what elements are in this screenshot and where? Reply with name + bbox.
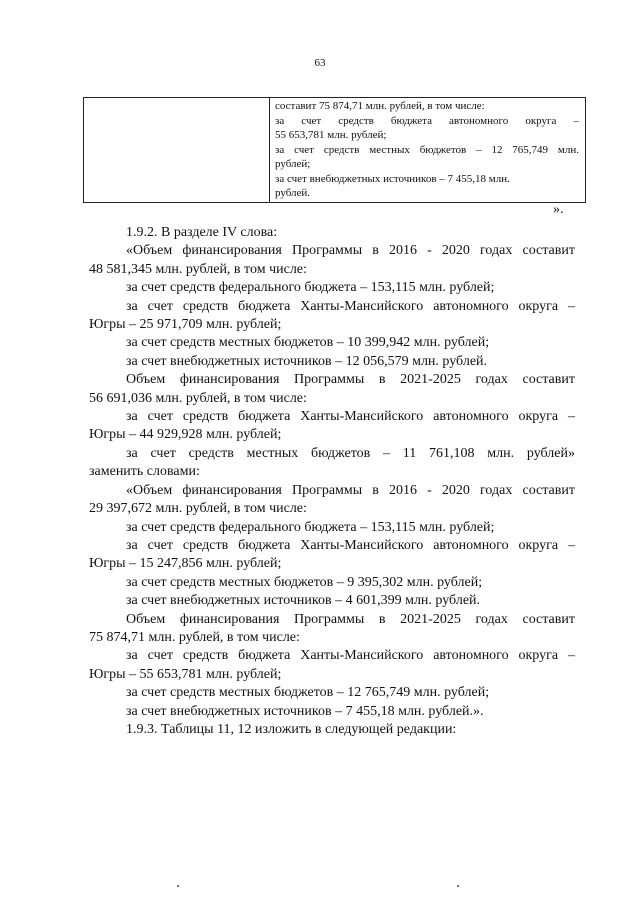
paragraph-line: за счет средств бюджета Ханты-Мансийского автономного округа –: [126, 298, 575, 314]
table-line: за счет внебюджетных источников – 7 455,18 млн.: [275, 172, 510, 185]
table-line: рублей;: [275, 158, 311, 170]
paragraph-line: 48 581,345 млн. рублей, в том числе:: [89, 261, 307, 277]
table-line: за счет средств бюджета автономного округа –: [275, 114, 579, 127]
paragraph-line: 29 397,672 млн. рублей, в том числе:: [89, 501, 307, 517]
paragraph-line: за счет средств местных бюджетов – 10 399,942 млн. рублей;: [126, 335, 490, 351]
paragraph-line: 75 874,71 млн. рублей, в том числе:: [89, 629, 300, 645]
paragraph-line: Объем финансирования Программы в 2021-2025 годах составит: [126, 611, 575, 627]
paragraph-line: Югры – 55 653,781 млн. рублей;: [89, 666, 282, 682]
paragraph-line: за счет средств бюджета Ханты-Мансийского автономного округа –: [126, 648, 575, 664]
financing-table: [83, 97, 586, 203]
paragraph-line: 1.9.3. Таблицы 11, 12 изложить в следующей редакции:: [126, 721, 457, 737]
page-number: 63: [314, 57, 326, 69]
table-line: составит 75 874,71 млн. рублей, в том числе:: [275, 100, 485, 112]
paragraph-line: «Объем финансирования Программы в 2016 - 2020 годах составит: [126, 482, 575, 498]
paragraph-line: за счет средств федерального бюджета – 153,115 млн. рублей;: [126, 280, 495, 296]
paragraph-line: 1.9.2. В разделе IV слова:: [126, 225, 278, 240]
table-cell-left: [84, 98, 270, 202]
paragraph-line: заменить словами:: [89, 464, 200, 480]
closing-quote: ».: [553, 202, 564, 217]
paragraph-line: за счет средств местных бюджетов – 9 395,302 млн. рублей;: [126, 574, 483, 590]
paragraph-line: за счет средств бюджета Ханты-Мансийского автономного округа –: [126, 537, 575, 553]
table-line: за счет средств местных бюджетов – 12 765,749 млн.: [275, 143, 579, 156]
paragraph-line: Югры – 25 971,709 млн. рублей;: [89, 317, 282, 333]
paragraph-line: за счет средств местных бюджетов – 11 761,108 млн. рублей»: [126, 445, 575, 461]
scan-speck: [177, 885, 179, 887]
paragraph-line: за счет средств местных бюджетов – 12 765,749 млн. рублей;: [126, 685, 490, 701]
paragraph-line: за счет средств федерального бюджета – 153,115 млн. рублей;: [126, 519, 495, 535]
table-cell-right: [275, 99, 579, 201]
paragraph-line: за счет внебюджетных источников – 12 056,579 млн. рублей.: [126, 353, 488, 369]
paragraph-line: за счет средств бюджета Ханты-Мансийского автономного округа –: [126, 409, 575, 425]
table-line: рублей.: [275, 187, 311, 199]
paragraph-line: за счет внебюджетных источников – 4 601,399 млн. рублей.: [126, 593, 481, 609]
paragraph-line: 56 691,036 млн. рублей, в том числе:: [89, 390, 307, 406]
paragraph-line: за счет внебюджетных источников – 7 455,18 млн. рублей.».: [126, 703, 484, 719]
amendment-text: [89, 224, 575, 739]
paragraph-line: Югры – 15 247,856 млн. рублей;: [89, 556, 282, 572]
table-line: 55 653,781 млн. рублей;: [275, 129, 387, 141]
scan-speck: [457, 885, 459, 887]
paragraph-line: Объем финансирования Программы в 2021-2025 годах составит: [126, 372, 575, 388]
paragraph-line: «Объем финансирования Программы в 2016 - 2020 годах составит: [126, 243, 575, 259]
paragraph-line: Югры – 44 929,928 млн. рублей;: [89, 427, 282, 443]
